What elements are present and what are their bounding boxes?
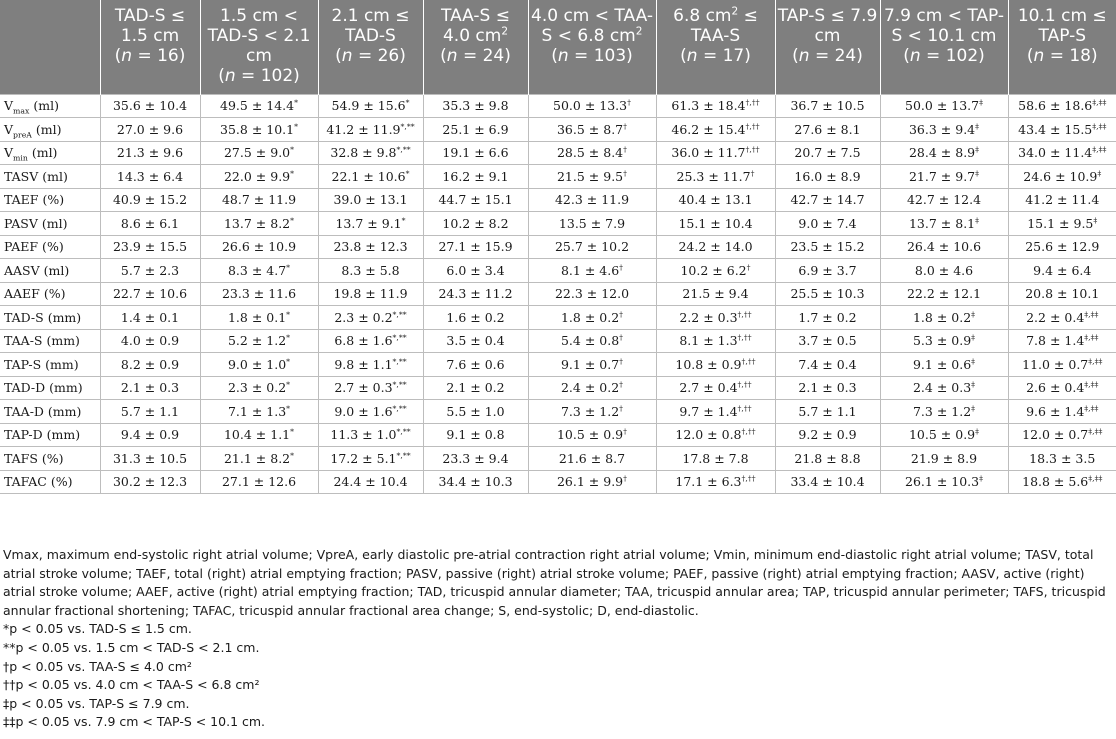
row-label: TAFAC (%) xyxy=(0,470,100,494)
table-cell: 35.3 ± 9.8 xyxy=(423,94,528,118)
table-cell: 16.2 ± 9.1 xyxy=(423,165,528,189)
table-cell: 23.5 ± 15.2 xyxy=(775,235,880,259)
header-row xyxy=(0,0,1116,94)
table-cell: 21.7 ± 9.7‡ xyxy=(880,165,1008,189)
significance-note: ††p < 0.05 vs. 4.0 cm < TAA-S < 6.8 cm² xyxy=(3,677,260,693)
table-cell: 27.0 ± 9.6 xyxy=(100,118,200,142)
row-label: PAEF (%) xyxy=(0,235,100,259)
table-cell: 12.0 ± 0.8†,†† xyxy=(656,423,775,447)
table-cell: 2.1 ± 0.3 xyxy=(100,376,200,400)
significance-note: †p < 0.05 vs. TAA-S ≤ 4.0 cm² xyxy=(3,658,192,674)
table-cell: 6.0 ± 3.4 xyxy=(423,259,528,283)
table-cell: 21.1 ± 8.2* xyxy=(200,447,318,471)
table-cell: 43.4 ± 15.5‡,‡‡ xyxy=(1008,118,1116,142)
significance-note: *p < 0.05 vs. TAD-S ≤ 1.5 cm. xyxy=(3,621,192,637)
table-cell: 34.0 ± 11.4‡,‡‡ xyxy=(1008,141,1116,165)
table-cell: 23.9 ± 15.5 xyxy=(100,235,200,259)
table-cell: 1.4 ± 0.1 xyxy=(100,306,200,330)
column-header xyxy=(0,0,100,94)
column-header: TAD-S ≤ 1.5 cm (n = 16) xyxy=(100,0,200,94)
table-cell: 7.1 ± 1.3* xyxy=(200,400,318,424)
table-cell: 1.8 ± 0.1* xyxy=(200,306,318,330)
table-cell: 10.5 ± 0.9‡ xyxy=(880,423,1008,447)
table-cell: 32.8 ± 9.8*,** xyxy=(318,141,423,165)
table-cell: 34.4 ± 10.3 xyxy=(423,470,528,494)
table-cell: 1.7 ± 0.2 xyxy=(775,306,880,330)
table-cell: 54.9 ± 15.6* xyxy=(318,94,423,118)
table-cell: 9.0 ± 1.6*,** xyxy=(318,400,423,424)
table-cell: 42.3 ± 11.9 xyxy=(528,188,656,212)
table-cell: 30.2 ± 12.3 xyxy=(100,470,200,494)
table-cell: 27.6 ± 8.1 xyxy=(775,118,880,142)
table-cell: 21.9 ± 8.9 xyxy=(880,447,1008,471)
table-cell: 23.8 ± 12.3 xyxy=(318,235,423,259)
column-header: 2.1 cm ≤ TAD-S (n = 26) xyxy=(318,0,423,94)
table-cell: 35.6 ± 10.4 xyxy=(100,94,200,118)
table-cell: 28.5 ± 8.4† xyxy=(528,141,656,165)
table-cell: 15.1 ± 9.5‡ xyxy=(1008,212,1116,236)
table-cell: 27.5 ± 9.0* xyxy=(200,141,318,165)
table-row xyxy=(0,165,1116,189)
table-body xyxy=(0,94,1116,494)
table-cell: 18.3 ± 3.5 xyxy=(1008,447,1116,471)
table-cell: 25.6 ± 12.9 xyxy=(1008,235,1116,259)
table-cell: 9.0 ± 7.4 xyxy=(775,212,880,236)
table-cell: 5.7 ± 1.1 xyxy=(100,400,200,424)
row-label: TAD-S (mm) xyxy=(0,306,100,330)
table-cell: 2.2 ± 0.3†,†† xyxy=(656,306,775,330)
row-label: $V_{max}$ (ml) xyxy=(0,94,100,118)
row-label: TAP-S (mm) xyxy=(0,353,100,377)
table-cell: 16.0 ± 8.9 xyxy=(775,165,880,189)
table-cell: 36.3 ± 9.4‡ xyxy=(880,118,1008,142)
table-cell: 42.7 ± 14.7 xyxy=(775,188,880,212)
table-cell: 14.3 ± 6.4 xyxy=(100,165,200,189)
table-cell: 10.8 ± 0.9†,†† xyxy=(656,353,775,377)
table-cell: 26.1 ± 9.9† xyxy=(528,470,656,494)
table-cell: 25.7 ± 10.2 xyxy=(528,235,656,259)
table-row xyxy=(0,212,1116,236)
table-cell: 9.7 ± 1.4†,†† xyxy=(656,400,775,424)
table-cell: 2.4 ± 0.3‡ xyxy=(880,376,1008,400)
row-label: $V_{min}$ (ml) xyxy=(0,141,100,165)
table-cell: 39.0 ± 13.1 xyxy=(318,188,423,212)
column-header: 1.5 cm < TAD-S < 2.1 cm (n = 102) xyxy=(200,0,318,94)
table-cell: 13.7 ± 8.1‡ xyxy=(880,212,1008,236)
table-cell: 2.3 ± 0.2*,** xyxy=(318,306,423,330)
column-header: TAP-S ≤ 7.9 cm (n = 24) xyxy=(775,0,880,94)
table-cell: 21.3 ± 9.6 xyxy=(100,141,200,165)
table-cell: 3.7 ± 0.5 xyxy=(775,329,880,353)
column-header: 4.0 cm < TAA-S < 6.8 $cm^2$ (n = 103) xyxy=(528,0,656,94)
table-cell: 10.2 ± 6.2† xyxy=(656,259,775,283)
table-cell: 9.6 ± 1.4‡,‡‡ xyxy=(1008,400,1116,424)
table-cell: 36.0 ± 11.7†,†† xyxy=(656,141,775,165)
table-row xyxy=(0,141,1116,165)
table-row xyxy=(0,447,1116,471)
table-cell: 31.3 ± 10.5 xyxy=(100,447,200,471)
row-label: AASV (ml) xyxy=(0,259,100,283)
table-cell: 33.4 ± 10.4 xyxy=(775,470,880,494)
table-cell: 22.2 ± 12.1 xyxy=(880,282,1008,306)
row-label: TAD-D (mm) xyxy=(0,376,100,400)
table-cell: 50.0 ± 13.7‡ xyxy=(880,94,1008,118)
table-cell: 2.7 ± 0.3*,** xyxy=(318,376,423,400)
table-cell: 5.4 ± 0.8† xyxy=(528,329,656,353)
table-cell: 19.8 ± 11.9 xyxy=(318,282,423,306)
table-cell: 17.8 ± 7.8 xyxy=(656,447,775,471)
table-cell: 21.8 ± 8.8 xyxy=(775,447,880,471)
row-label: TASV (ml) xyxy=(0,165,100,189)
table-cell: 48.7 ± 11.9 xyxy=(200,188,318,212)
table-cell: 23.3 ± 9.4 xyxy=(423,447,528,471)
table-cell: 7.3 ± 1.2‡ xyxy=(880,400,1008,424)
table-cell: 44.7 ± 15.1 xyxy=(423,188,528,212)
table-row xyxy=(0,306,1116,330)
table-row xyxy=(0,400,1116,424)
table-cell: 2.4 ± 0.2† xyxy=(528,376,656,400)
table-cell: 5.3 ± 0.9‡ xyxy=(880,329,1008,353)
table-cell: 58.6 ± 18.6‡,‡‡ xyxy=(1008,94,1116,118)
table-cell: 4.0 ± 0.9 xyxy=(100,329,200,353)
table-row xyxy=(0,94,1116,118)
table-cell: 5.5 ± 1.0 xyxy=(423,400,528,424)
table-cell: 2.7 ± 0.4†,†† xyxy=(656,376,775,400)
table-cell: 9.1 ± 0.6‡ xyxy=(880,353,1008,377)
row-label: TAEF (%) xyxy=(0,188,100,212)
table-row xyxy=(0,470,1116,494)
table-cell: 7.6 ± 0.6 xyxy=(423,353,528,377)
table-cell: 35.8 ± 10.1* xyxy=(200,118,318,142)
table-cell: 26.1 ± 10.3‡ xyxy=(880,470,1008,494)
table-cell: 2.6 ± 0.4‡,‡‡ xyxy=(1008,376,1116,400)
table-cell: 21.5 ± 9.5† xyxy=(528,165,656,189)
table-row xyxy=(0,282,1116,306)
table-cell: 9.2 ± 0.9 xyxy=(775,423,880,447)
table-cell: 8.2 ± 0.9 xyxy=(100,353,200,377)
table-cell: 7.3 ± 1.2† xyxy=(528,400,656,424)
abbreviations-note: Vmax, maximum end-systolic right atrial volume; VpreA, early diastolic pre-atrial contraction right atrial volume; Vmin, minimum end-diastolic right atrial volume; TASV, total atrial stroke volume; TAEF, total (right) atrial emptying fraction; PASV, passive (right) atrial stroke volume; PAEF, passive (right) atrial emptying fraction; AASV, active (right) atrial stroke volume; AAEF, active (right) atrial emptying fraction; TAD, tricuspid annular diameter; TAA, tricuspid annular area; TAP, tricuspid annular perimeter; TAFS, tricuspid annular fractional shortening; TAFAC, tricuspid annular fractional area change; S, end-systolic; D, end-diastolic. xyxy=(3,547,1106,618)
table-cell: 12.0 ± 0.7‡,‡‡ xyxy=(1008,423,1116,447)
table-cell: 25.3 ± 11.7† xyxy=(656,165,775,189)
table-cell: 24.6 ± 10.9‡ xyxy=(1008,165,1116,189)
row-label: TAP-D (mm) xyxy=(0,423,100,447)
table-cell: 9.1 ± 0.8 xyxy=(423,423,528,447)
table-cell: 7.8 ± 1.4‡,‡‡ xyxy=(1008,329,1116,353)
table-cell: 7.4 ± 0.4 xyxy=(775,353,880,377)
table-footnotes xyxy=(3,546,1111,732)
table-cell: 2.2 ± 0.4‡,‡‡ xyxy=(1008,306,1116,330)
table-cell: 41.2 ± 11.4 xyxy=(1008,188,1116,212)
table-row xyxy=(0,235,1116,259)
table-cell: 10.4 ± 1.1* xyxy=(200,423,318,447)
row-label: TAFS (%) xyxy=(0,447,100,471)
table-cell: 13.5 ± 7.9 xyxy=(528,212,656,236)
column-header: 6.8 $cm^2 \le TAA-S$ (n = 17) xyxy=(656,0,775,94)
table-cell: 9.0 ± 1.0* xyxy=(200,353,318,377)
significance-note: **p < 0.05 vs. 1.5 cm < TAD-S < 2.1 cm. xyxy=(3,639,260,655)
table-cell: 20.7 ± 7.5 xyxy=(775,141,880,165)
column-header: 10.1 cm ≤ TAP-S (n = 18) xyxy=(1008,0,1116,94)
table-cell: 27.1 ± 15.9 xyxy=(423,235,528,259)
table-cell: 49.5 ± 14.4* xyxy=(200,94,318,118)
table-cell: 26.6 ± 10.9 xyxy=(200,235,318,259)
table-cell: 6.8 ± 1.6*,** xyxy=(318,329,423,353)
table-row xyxy=(0,118,1116,142)
table-cell: 21.5 ± 9.4 xyxy=(656,282,775,306)
table-cell: 42.7 ± 12.4 xyxy=(880,188,1008,212)
table-cell: 13.7 ± 9.1* xyxy=(318,212,423,236)
table-cell: 28.4 ± 8.9‡ xyxy=(880,141,1008,165)
row-label: $V_{preA}$ (ml) xyxy=(0,118,100,142)
table-cell: 19.1 ± 6.6 xyxy=(423,141,528,165)
table-cell: 36.7 ± 10.5 xyxy=(775,94,880,118)
table-cell: 9.1 ± 0.7† xyxy=(528,353,656,377)
column-header: TAA-S ≤ 4.0 $cm^2$ (n = 24) xyxy=(423,0,528,94)
table-cell: 15.1 ± 10.4 xyxy=(656,212,775,236)
table-cell: 6.9 ± 3.7 xyxy=(775,259,880,283)
table-cell: 9.4 ± 0.9 xyxy=(100,423,200,447)
table-cell: 5.2 ± 1.2* xyxy=(200,329,318,353)
table-cell: 11.3 ± 1.0*,** xyxy=(318,423,423,447)
table-row xyxy=(0,353,1116,377)
table-cell: 10.5 ± 0.9† xyxy=(528,423,656,447)
table-cell: 22.7 ± 10.6 xyxy=(100,282,200,306)
table-cell: 8.1 ± 1.3†,†† xyxy=(656,329,775,353)
table-cell: 8.3 ± 4.7* xyxy=(200,259,318,283)
table-cell: 24.3 ± 11.2 xyxy=(423,282,528,306)
row-label: TAA-D (mm) xyxy=(0,400,100,424)
significance-note: ‡‡p < 0.05 vs. 7.9 cm < TAP-S < 10.1 cm. xyxy=(3,714,266,730)
table-cell: 1.6 ± 0.2 xyxy=(423,306,528,330)
table-cell: 17.2 ± 5.1*,** xyxy=(318,447,423,471)
table-cell: 8.3 ± 5.8 xyxy=(318,259,423,283)
table-cell: 46.2 ± 15.4†,†† xyxy=(656,118,775,142)
table-cell: 40.9 ± 15.2 xyxy=(100,188,200,212)
table-cell: 11.0 ± 0.7‡,‡‡ xyxy=(1008,353,1116,377)
table-cell: 1.8 ± 0.2† xyxy=(528,306,656,330)
table-cell: 8.1 ± 4.6† xyxy=(528,259,656,283)
table-cell: 20.8 ± 10.1 xyxy=(1008,282,1116,306)
table-cell: 21.6 ± 8.7 xyxy=(528,447,656,471)
significance-note: ‡p < 0.05 vs. TAP-S ≤ 7.9 cm. xyxy=(3,695,190,711)
table-cell: 8.0 ± 4.6 xyxy=(880,259,1008,283)
table-cell: 9.4 ± 6.4 xyxy=(1008,259,1116,283)
table-cell: 18.8 ± 5.6‡,‡‡ xyxy=(1008,470,1116,494)
row-label: AAEF (%) xyxy=(0,282,100,306)
table-cell: 22.3 ± 12.0 xyxy=(528,282,656,306)
table-row xyxy=(0,423,1116,447)
table-cell: 1.8 ± 0.2‡ xyxy=(880,306,1008,330)
table-cell: 61.3 ± 18.4†,†† xyxy=(656,94,775,118)
table-cell: 26.4 ± 10.6 xyxy=(880,235,1008,259)
table-cell: 41.2 ± 11.9*,** xyxy=(318,118,423,142)
table-cell: 8.6 ± 6.1 xyxy=(100,212,200,236)
table-cell: 27.1 ± 12.6 xyxy=(200,470,318,494)
table-cell: 13.7 ± 8.2* xyxy=(200,212,318,236)
table-cell: 40.4 ± 13.1 xyxy=(656,188,775,212)
table-cell: 50.0 ± 13.3† xyxy=(528,94,656,118)
table-cell: 22.1 ± 10.6* xyxy=(318,165,423,189)
table-row xyxy=(0,259,1116,283)
table-cell: 2.1 ± 0.2 xyxy=(423,376,528,400)
table-cell: 25.5 ± 10.3 xyxy=(775,282,880,306)
table-cell: 24.4 ± 10.4 xyxy=(318,470,423,494)
table-row xyxy=(0,376,1116,400)
table-cell: 2.3 ± 0.2* xyxy=(200,376,318,400)
table-cell: 23.3 ± 11.6 xyxy=(200,282,318,306)
table-cell: 24.2 ± 14.0 xyxy=(656,235,775,259)
table-cell: 5.7 ± 1.1 xyxy=(775,400,880,424)
table-row xyxy=(0,329,1116,353)
table-cell: 3.5 ± 0.4 xyxy=(423,329,528,353)
table-cell: 9.8 ± 1.1*,** xyxy=(318,353,423,377)
table-cell: 5.7 ± 2.3 xyxy=(100,259,200,283)
table-cell: 25.1 ± 6.9 xyxy=(423,118,528,142)
column-header: 7.9 cm < TAP-S < 10.1 cm (n = 102) xyxy=(880,0,1008,94)
table-cell: 10.2 ± 8.2 xyxy=(423,212,528,236)
table-row xyxy=(0,188,1116,212)
table-cell: 36.5 ± 8.7† xyxy=(528,118,656,142)
row-label: TAA-S (mm) xyxy=(0,329,100,353)
table-cell: 22.0 ± 9.9* xyxy=(200,165,318,189)
table-cell: 17.1 ± 6.3†,†† xyxy=(656,470,775,494)
table-cell: 2.1 ± 0.3 xyxy=(775,376,880,400)
row-label: PASV (ml) xyxy=(0,212,100,236)
